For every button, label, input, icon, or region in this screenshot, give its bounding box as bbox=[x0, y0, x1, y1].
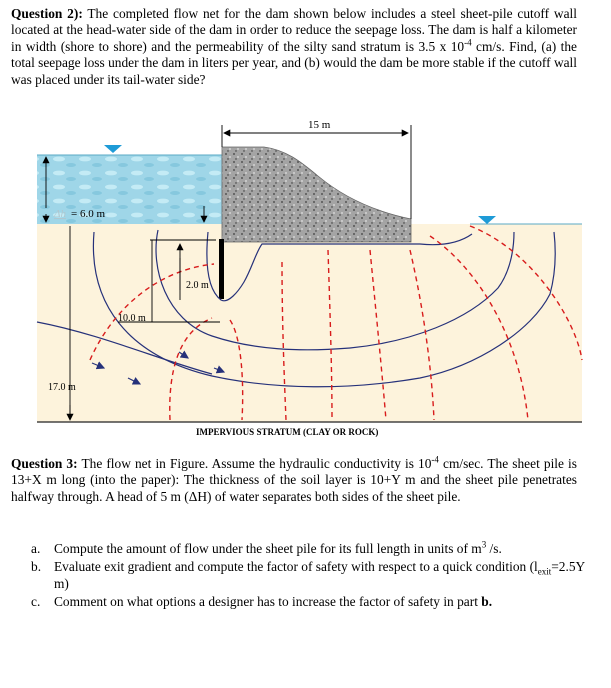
item-c-text: Comment on what options a designer has to increase the factor of safety in part bbox=[54, 594, 482, 610]
impervious-stratum-label: IMPERVIOUS STRATUM (CLAY OR ROCK) bbox=[196, 427, 379, 437]
pile-depth-label: 2.0 m bbox=[186, 280, 209, 291]
dam-width-label: 15 m bbox=[308, 119, 331, 131]
question-2-exponent: -4 bbox=[464, 37, 472, 48]
question-3-items bbox=[27, 541, 587, 613]
item-a-text-end: /s. bbox=[486, 541, 502, 556]
item-a-superscript: 3 bbox=[481, 539, 487, 550]
item-b-text: Evaluate exit gradient and compute the factor of safety with respect to a quick condition (l bbox=[54, 559, 538, 575]
tailwater-level-icon bbox=[478, 216, 496, 224]
item-b-marker: b. bbox=[31, 559, 42, 575]
dam-body bbox=[222, 147, 411, 242]
list-item bbox=[27, 559, 587, 592]
item-c-marker: c. bbox=[31, 594, 41, 610]
question-3-exponent: -4 bbox=[431, 454, 439, 465]
question-3-text-part1: The flow net in Figure. Assume the hydraulic conductivity is 10 bbox=[77, 456, 432, 471]
sheet-pile-cutoff[interactable] bbox=[219, 239, 224, 299]
delta-h-value: = 6.0 m bbox=[71, 208, 106, 220]
headwater-level-icon bbox=[104, 145, 122, 153]
item-a-marker: a. bbox=[31, 541, 41, 556]
delta-h-symbol: Δh bbox=[54, 208, 66, 220]
item-b-subscript: exit bbox=[537, 567, 552, 578]
depth-17-label: 17.0 m bbox=[48, 382, 76, 393]
item-a-text: Compute the amount of flow under the sheet pile for its full length in units of m bbox=[54, 541, 482, 556]
item-c-bold: b. bbox=[481, 594, 493, 610]
question-3-label: Question 3: bbox=[11, 456, 78, 471]
list-item bbox=[27, 541, 587, 557]
depth-10-label: 10.0 m bbox=[118, 313, 146, 324]
list-item bbox=[27, 594, 587, 610]
question-3-text-part2: cm/sec. The sheet pile is 13+X m long (into the paper): The thickness of the soil layer is 10+Y m and the sheet pile penetrates halfway through. A head of 5 m (ΔH) of water separates both sides of the sheet pile. bbox=[11, 456, 577, 504]
question-2-text-part2: cm/s. Find, (a) the total seepage loss under the dam in liters per year, and (b) would the dam be more stable if the cutoff wall was placed under its tail-water side? bbox=[11, 38, 577, 87]
question-3-paragraph bbox=[11, 456, 577, 505]
question-2-text-part1: The completed flow net for the dam shown below includes a steel sheet-pile cutoff wall located at the head-water side of the dam in order to reduce the seepage loss. The dam is half a kilometer in width (shore to shore) and the permeability of the silty sand stratum is 3.5 x 10 bbox=[11, 6, 577, 54]
question-2-label: Question 2): bbox=[11, 6, 83, 21]
item-b-text-end: =2.5Y m) bbox=[54, 559, 585, 591]
